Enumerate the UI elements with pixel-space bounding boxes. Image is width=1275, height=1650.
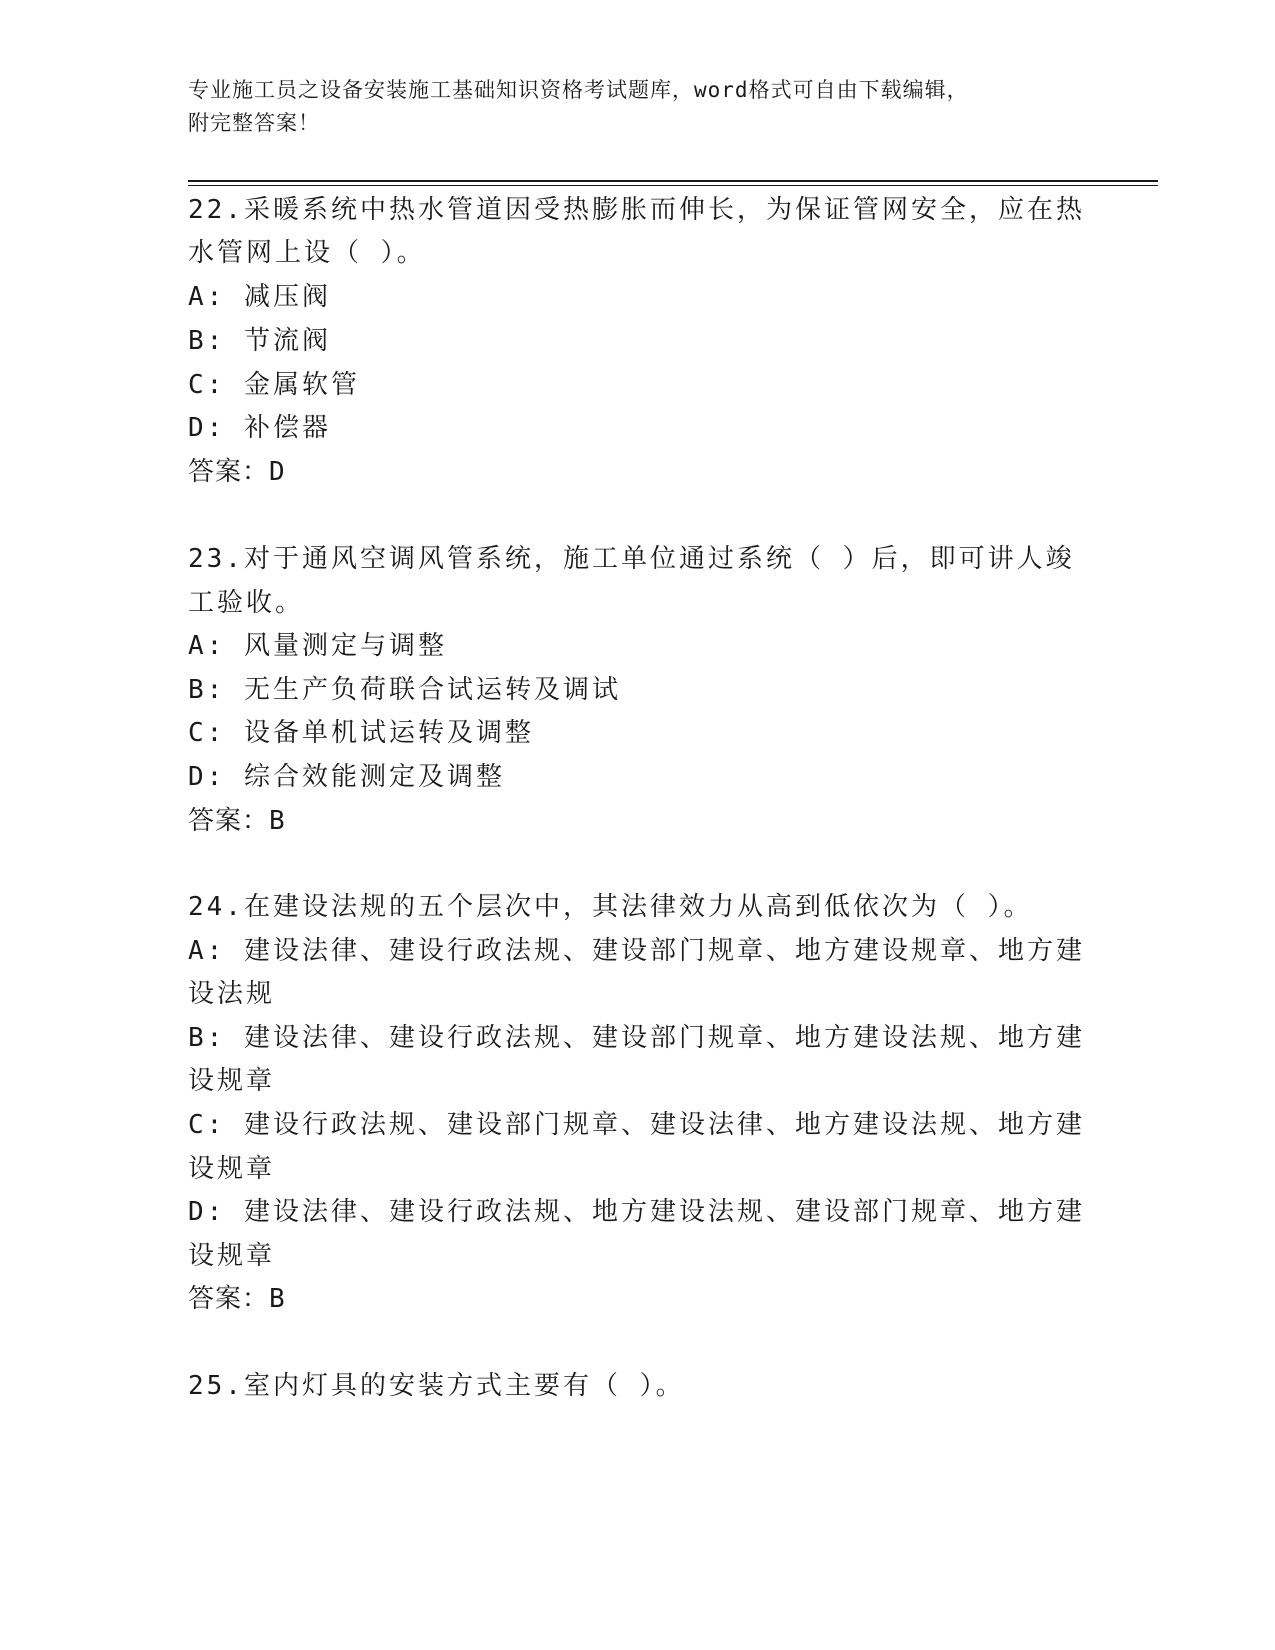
header-line-2: 附完整答案！ xyxy=(188,111,320,135)
question-23-answer xyxy=(188,804,286,838)
answer-value: D xyxy=(269,457,286,487)
answer-label: 答案： xyxy=(188,806,270,836)
question-22-option-c: C: 金属软管 xyxy=(188,370,360,400)
question-22-stem-line-2: 水管网上设（ ）。 xyxy=(188,238,426,268)
question-24-option-c-line-1: C: 建设行政法规、建设部门规章、建设法律、地方建设法规、地方建 xyxy=(188,1110,1085,1140)
question-22-option-b: B: 节流阀 xyxy=(188,326,331,356)
question-24-option-c-line-2: 设规章 xyxy=(188,1154,276,1184)
answer-value: B xyxy=(269,806,286,836)
question-24-option-d-line-1: D: 建设法律、建设行政法规、地方建设法规、建设部门规章、地方建 xyxy=(188,1197,1085,1227)
question-25-stem-line-1: 25.室内灯具的安装方式主要有（ ）。 xyxy=(188,1371,685,1401)
question-23-option-a: A: 风量测定与调整 xyxy=(188,631,447,661)
answer-label: 答案： xyxy=(188,1284,270,1314)
header-line-1: 专业施工员之设备安装施工基础知识资格考试题库，word格式可自由下载编辑， xyxy=(188,78,969,102)
question-23-stem-line-2: 工验收。 xyxy=(188,588,305,618)
question-22-stem-line-1: 22.采暖系统中热水管道因受热膨胀而伸长，为保证管网安全，应在热 xyxy=(188,195,1085,225)
question-23-option-d: D: 综合效能测定及调整 xyxy=(188,762,505,792)
question-23-option-b: B: 无生产负荷联合试运转及调试 xyxy=(188,675,621,705)
header-divider-thick xyxy=(188,180,1158,182)
question-24-option-b-line-2: 设规章 xyxy=(188,1066,276,1096)
question-24-option-b-line-1: B: 建设法律、建设行政法规、建设部门规章、地方建设法规、地方建 xyxy=(188,1023,1085,1053)
answer-value: B xyxy=(269,1284,286,1314)
question-23-option-c: C: 设备单机试运转及调整 xyxy=(188,718,534,748)
question-22-option-a: A: 减压阀 xyxy=(188,282,331,312)
question-24-option-d-line-2: 设规章 xyxy=(188,1241,276,1271)
answer-label: 答案： xyxy=(188,457,270,487)
question-24-option-a-line-2: 设法规 xyxy=(188,979,276,1009)
question-22-option-d: D: 补偿器 xyxy=(188,413,331,443)
question-24-stem-line-1: 24.在建设法规的五个层次中，其法律效力从高到低依次为（ ）。 xyxy=(188,892,1033,922)
question-24-option-a-line-1: A: 建设法律、建设行政法规、建设部门规章、地方建设规章、地方建 xyxy=(188,936,1085,966)
question-22-answer xyxy=(188,455,286,489)
document-header xyxy=(188,74,1088,140)
question-24-answer xyxy=(188,1282,286,1316)
header-divider-thin xyxy=(188,185,1158,186)
question-23-stem-line-1: 23.对于通风空调风管系统，施工单位通过系统（ ）后，即可讲人竣 xyxy=(188,544,1075,574)
